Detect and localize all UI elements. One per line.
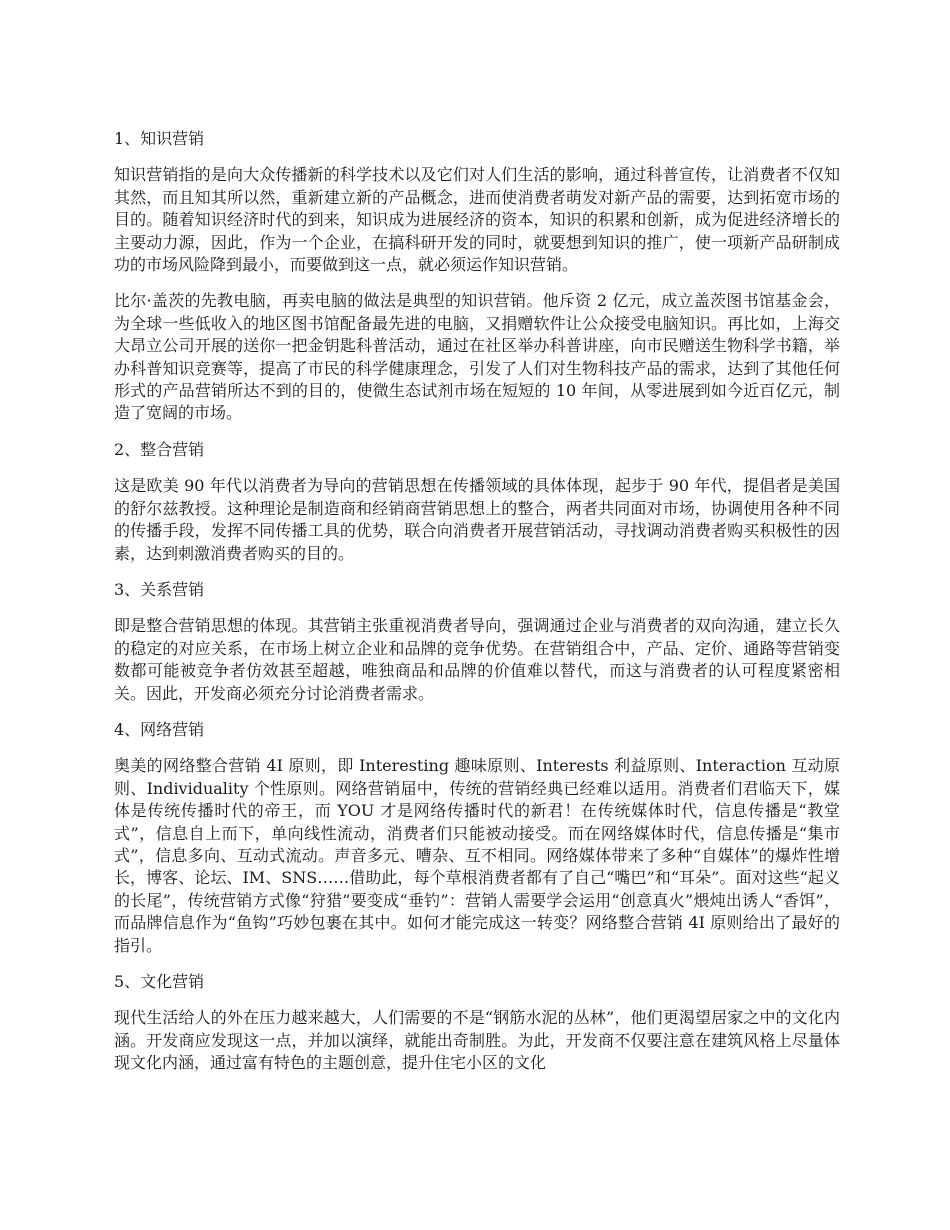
paragraph: 知识营销指的是向大众传播新的科学技术以及它们对人们生活的影响，通过科普宣传，让消费者不仅知其然，而且知其所以然，重新建立新的产品概念，进而使消费者萌发对新产品的需要，达到拓宽市场的目的。随着知识经济时代的到来，知识成为进展经济的资本，知识的积累和创新，成为促进经济增长的主要动力源，因此，作为一个企业，在搞科研开发的同时，就要想到知识的推广，使一项新产品研制成功的市场风险降到最小，而要做到这一点，就必须运作知识营销。 — [114, 165, 840, 275]
section-integrated-marketing — [114, 439, 840, 565]
paragraph: 比尔·盖茨的先教电脑，再卖电脑的做法是典型的知识营销。他斥资 2 亿元，成立盖茨图书馆基金会，为全球一些低收入的地区图书馆配备最先进的电脑，又捐赠软件让公众接受电脑知识。再比如，上海交大昂立公司开展的送你一把金钥匙科普活动，通过在社区举办科普讲座，向市民赠送生物科学书籍，举办科普知识竞赛等，提高了市民的科学健康理念，引发了人们对生物科技产品的需求，达到了其他任何形式的产品营销所达不到的目的，使微生态试剂市场在短短的 10 年间，从零进展到如今近百亿元，制造了宽阔的市场。 — [114, 291, 840, 423]
section-relationship-marketing — [114, 579, 840, 705]
paragraph: 现代生活给人的外在压力越来越大，人们需要的不是“钢筋水泥的丛林”，他们更渴望居家之中的文化内涵。开发商应发现这一点，并加以演绎，就能出奇制胜。为此，开发商不仅要注意在建筑风格上尽量体现文化内涵，通过富有特色的主题创意，提升住宅小区的文化 — [114, 1008, 840, 1073]
section-heading: 2、整合营销 — [114, 439, 205, 459]
section-network-marketing — [114, 719, 840, 957]
section-heading: 3、关系营销 — [114, 579, 205, 599]
paragraph: 这是欧美 90 年代以消费者为导向的营销思想在传播领域的具体体现，起步于 90 年代，提倡者是美国的舒尔兹教授。这种理论是制造商和经销商营销思想上的整合，两者共同面对市场，协调使用各种不同的传播手段，发挥不同传播工具的优势，联合向消费者开展营销活动，寻找调动消费者购买积极性的因素，达到刺激消费者购买的目的。 — [114, 476, 840, 563]
paragraph: 奥美的网络整合营销 4I 原则，即 Interesting 趣味原则、Interests 利益原则、Interaction 互动原则、Individuality 个性原则。网络营销届中，传统的营销经典已经难以适用。消费者们君临天下，媒体是传统传播时代的帝王，而 YOU 才是网络传播时代的新君！在传统媒体时代，信息传播是“教堂式”，信息自上而下，单向线性流动，消费者们只能被动接受。而在网络媒体时代，信息传播是“集市式”，信息多向、互动式流动。声音多元、嘈杂、互不相同。网络媒体带来了多种“自媒体”的爆炸性增长，博客、论坛、IM、SNS……借助此，每个草根消费者都有了自己“嘴巴”和“耳朵”。面对这些“起义的长尾”，传统营销方式像“狩猎”要变成“垂钓”：营销人需要学会运用“创意真火”煨炖出诱人“香饵”，而品牌信息作为“鱼钩”巧妙包裹在其中。如何才能完成这一转变？网络整合营销 4I 原则给出了最好的指引。 — [114, 756, 840, 955]
section-heading: 4、网络营销 — [114, 719, 205, 739]
section-heading: 5、文化营销 — [114, 972, 205, 991]
paragraph: 即是整合营销思想的体现。其营销主张重视消费者导向，强调通过企业与消费者的双向沟通，建立长久的稳定的对应关系，在市场上树立企业和品牌的竞争优势。在营销组合中，产品、定价、通路等营销变数都可能被竞争者仿效甚至超越，唯独商品和品牌的价值难以替代，而这与消费者的认可程度紧密相关。因此，开发商必须充分讨论消费者需求。 — [114, 616, 840, 703]
section-culture-marketing — [114, 971, 840, 1075]
section-heading: 1、知识营销 — [114, 129, 205, 148]
section-knowledge-marketing — [114, 128, 840, 425]
